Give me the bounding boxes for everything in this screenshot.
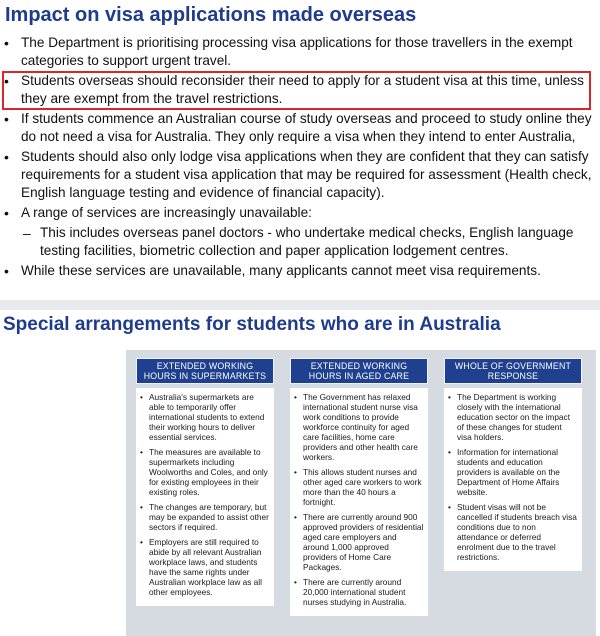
sub-bullet-marker: – <box>23 225 31 241</box>
bullet-item <box>0 262 600 280</box>
slide-title: Impact on visa applications made overseas <box>5 4 417 26</box>
column-aged-care <box>290 358 428 616</box>
slide-special-arrangements <box>0 310 600 636</box>
list-item: • There are currently around 900 approved providers of residential aged care employers and around 1,000 approved providers of Home Care Packages. <box>294 512 424 572</box>
list-item: • There are currently around 20,000 international student nurses studying in Australia. <box>294 577 407 607</box>
bullet-marker: • <box>4 35 9 51</box>
slide-visa-applications-overseas <box>0 0 600 300</box>
list-item: • This allows student nurses and other aged care workers to work more than the 40 hours a fortnight. <box>294 467 422 507</box>
column-body <box>136 388 274 606</box>
column-heading: WHOLE OF GOVERNMENT RESPONSE <box>444 358 582 384</box>
bullet-text: Students overseas should reconsider their need to apply for a student visa at this time, unless they are exempt from the travel restrictions. <box>21 73 584 106</box>
list-item: • The changes are temporary, but may be expanded to assist other sectors if required. <box>140 502 269 532</box>
list-item: • Student visas will not be cancelled if students breach visa conditions due to non attendance or deferred enrolment due to the travel restrictions. <box>448 502 577 562</box>
bullet-text: A range of services are increasingly unavailable: <box>21 205 312 220</box>
bullet-text: The Department is prioritising processing visa applications for those travellers in the exempt categories to support urgent travel. <box>21 35 573 68</box>
list-item: • Employers are still required to abide by all relevant Australian workplace laws, and students have the same rights under Australian workplace law as all other employees. <box>140 537 262 597</box>
column-supermarkets <box>136 358 274 606</box>
bullet-item <box>0 204 600 222</box>
column-body <box>290 388 428 616</box>
bullet-item <box>0 34 600 70</box>
column-heading: EXTENDED WORKING HOURS IN AGED CARE <box>290 358 428 384</box>
bullet-marker: • <box>4 149 9 165</box>
bullet-text: If students commence an Australian course of study overseas and proceed to study online they do not need a visa for Australia. They only require a visa when they intend to enter Australia, <box>21 111 592 144</box>
column-body <box>444 388 582 571</box>
bullet-marker: • <box>4 263 9 279</box>
list-item: • Australia's supermarkets are able to temporarily offer international students to extend their working hours to deliver essential services. <box>140 392 265 442</box>
bullet-item <box>0 110 600 146</box>
list-item: • The Government has relaxed international student nurse visa work conditions to provide workforce continuity for aged care facilities, home care providers and other health care workers. <box>294 392 418 462</box>
column-whole-of-government <box>444 358 582 571</box>
arrangements-panel <box>126 350 596 636</box>
bullet-marker: • <box>4 111 9 127</box>
slide-title: Special arrangements for students who are in Australia <box>3 314 501 335</box>
bullet-text: This includes overseas panel doctors - who undertake medical checks, English language testing facilities, biometric collection and paper application lodgement centres. <box>40 225 574 258</box>
highlight-box <box>2 71 591 110</box>
bullet-item <box>0 148 600 202</box>
sub-bullet-item <box>0 224 600 260</box>
list-item: • The Department is working closely with the international education sector on the impact of these changes for student visa holders. <box>448 392 570 442</box>
bullet-text: While these services are unavailable, many applicants cannot meet visa requirements. <box>21 263 541 278</box>
slide-separator <box>0 300 600 310</box>
list-item: • The measures are available to supermarkets including Woolworths and Coles, and only for existing employees in their existing roles. <box>140 447 268 497</box>
bullet-marker: • <box>4 73 9 89</box>
list-item: • Information for international students and education providers is available on the Department of Home Affairs website. <box>448 447 560 497</box>
column-heading: EXTENDED WORKING HOURS IN SUPERMARKETS <box>136 358 274 384</box>
bullet-text: Students should also only lodge visa applications when they are confident that they can satisfy requirements for a student visa application that may be required for assessment (Health check, English language testing and evidence of financial capacity). <box>21 149 592 200</box>
bullet-marker: • <box>4 205 9 221</box>
